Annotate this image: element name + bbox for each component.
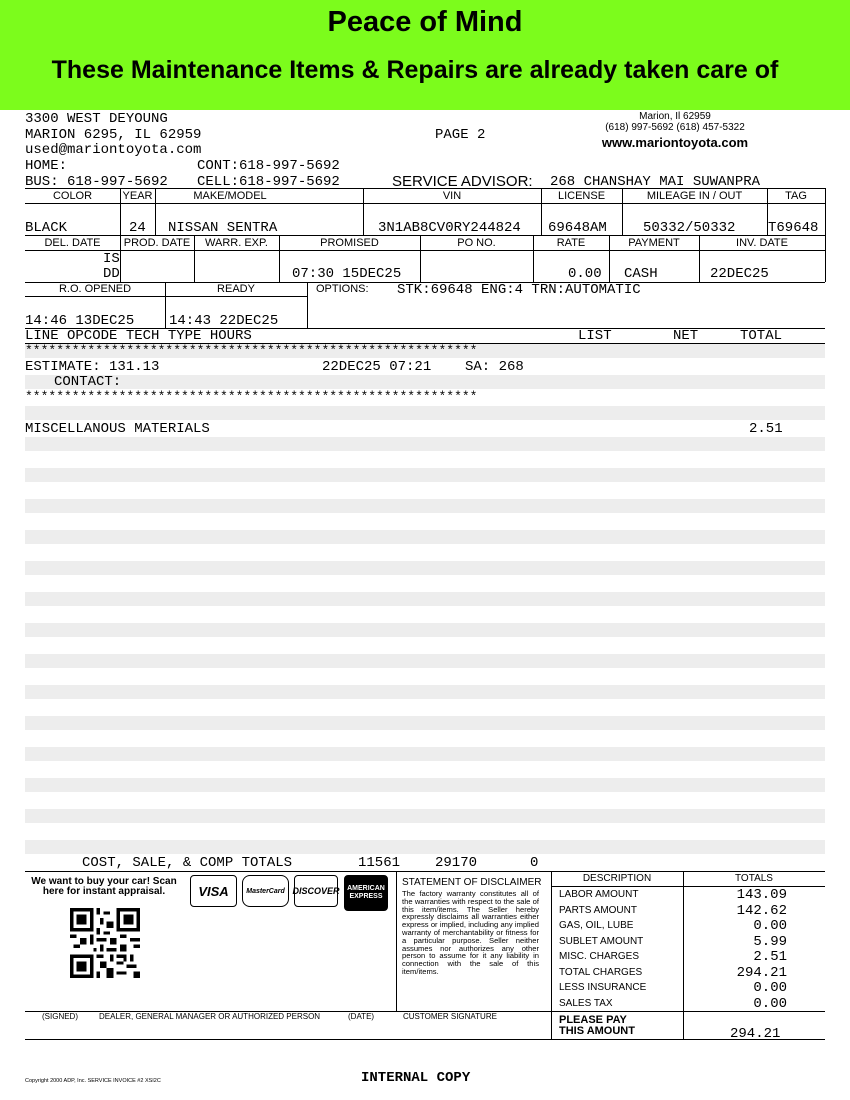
dealer-email: used@mariontoyota.com — [25, 142, 202, 158]
stripe-band — [25, 747, 825, 761]
del-date-line-1: IS — [103, 251, 120, 267]
dealer-city-right: Marion, Il 62959 — [639, 111, 711, 122]
inv-date-header: INV. DATE — [736, 237, 788, 249]
total-header: TOTAL — [740, 328, 783, 344]
totals-row-label: TOTAL CHARGES — [559, 966, 643, 978]
totals-row-value: 142.62 — [736, 902, 787, 919]
totals-row-value: 143.09 — [736, 887, 787, 903]
vehicle-vin: 3N1AB8CV0RY244824 — [378, 220, 521, 236]
vehicle-tag: T69648 — [768, 220, 819, 236]
estimate-amount: ESTIMATE: 131.13 — [25, 359, 160, 375]
description-header: DESCRIPTION — [582, 873, 652, 884]
del-date-header: DEL. DATE — [44, 237, 101, 249]
promised-header: PROMISED — [320, 237, 379, 249]
signed-label: (SIGNED) — [42, 1012, 78, 1021]
license-header: LICENSE — [557, 190, 606, 202]
page-number: PAGE 2 — [435, 127, 486, 143]
po-no-header: PO NO. — [457, 237, 496, 249]
totals-row — [553, 919, 825, 934]
disclaimer-title: STATEMENT OF DISCLAIMER — [402, 877, 542, 888]
dealer-address-2: MARION 6295, IL 62959 — [25, 127, 202, 143]
ro-opened-header: R.O. OPENED — [58, 283, 132, 295]
totals-row-label: SUBLET AMOUNT — [559, 935, 644, 947]
stripe-band — [25, 716, 825, 730]
visa-icon: VISA — [190, 875, 237, 907]
totals-row-value: 0.00 — [753, 980, 787, 996]
stripe-band — [25, 685, 825, 699]
stripe-band — [25, 592, 825, 606]
banner-title: Peace of Mind — [327, 6, 523, 38]
totals-row-value: 0.00 — [753, 918, 787, 934]
promo-line-2: here for instant appraisal. — [42, 886, 166, 897]
ready-value: 14:43 22DEC25 — [169, 313, 279, 329]
banner-subtitle: These Maintenance Items & Repairs are already taken care of — [51, 56, 779, 84]
disclaimer-text: The factory warranty constitutes all of the warranties with respect to the sale of this item/items. The Seller hereby expressly disclaims all warranties either express or implied, including any implied warranty of merchantability or fitness for a particular purpose. Seller neither assumes nor authorizes any other person to assume for it any liability in connection with the sale of this item/items. — [402, 889, 539, 976]
make-model-header: MAKE/MODEL — [193, 190, 267, 202]
customer-signature-label: CUSTOMER SIGNATURE — [403, 1012, 497, 1021]
totals-row-value: 294.21 — [736, 964, 787, 981]
misc-materials-value: 2.51 — [749, 421, 783, 437]
vehicle-model: NISSAN SENTRA — [168, 220, 278, 236]
cell-phone: CELL:618-997-5692 — [197, 174, 340, 190]
del-date-line-2: DD — [103, 266, 120, 282]
stripe-band — [25, 654, 825, 668]
estimate-date: 22DEC25 07:21 — [322, 359, 432, 375]
vehicle-mileage: 50332/50332 — [643, 220, 736, 236]
totals-row-value: 0.00 — [753, 995, 787, 1012]
stripe-band — [25, 437, 825, 451]
totals-row-label: SALES TAX — [559, 997, 613, 1009]
totals-sale: 29170 — [435, 855, 478, 871]
dealer-website: www.mariontoyota.com — [601, 135, 749, 150]
estimate-sa: SA: 268 — [465, 359, 524, 375]
totals-row-label: GAS, OIL, LUBE — [559, 920, 634, 931]
separator-stars-1: ********************************************************** — [25, 343, 478, 358]
stripe-band — [25, 530, 825, 544]
net-header: NET — [673, 328, 699, 344]
list-header: LIST — [578, 328, 612, 344]
stripe-band — [25, 561, 825, 575]
stripe-band — [25, 468, 825, 482]
business-phone: BUS: 618-997-5692 — [25, 174, 168, 190]
totals-cost: 11561 — [358, 855, 401, 871]
service-advisor-value: 268 CHANSHAY MAI SUWANPRA — [550, 174, 761, 190]
warr-exp-header: WARR. EXP. — [205, 237, 268, 249]
payment-header: PAYMENT — [628, 237, 680, 249]
ready-header: READY — [217, 283, 255, 295]
vehicle-color: BLACK — [25, 220, 68, 236]
vehicle-license: 69648AM — [548, 220, 607, 236]
qr-code-icon[interactable] — [70, 908, 140, 978]
dealer-signature-label: DEALER, GENERAL MANAGER OR AUTHORIZED PERSON — [99, 1012, 321, 1021]
prod-date-header: PROD. DATE — [123, 237, 191, 249]
tag-header: TAG — [785, 190, 807, 202]
totals-row-label: PARTS AMOUNT — [559, 904, 637, 916]
copyright: Copyright 2000 ADP, Inc. SERVICE INVOICE #2 XSI2C — [25, 1078, 161, 1084]
please-pay-label-2: THIS AMOUNT — [559, 1025, 635, 1037]
internal-copy-label: INTERNAL COPY — [361, 1070, 471, 1086]
payment-value: CASH — [624, 266, 658, 282]
stripe-band — [25, 499, 825, 513]
color-header: COLOR — [52, 190, 93, 202]
vin-header: VIN — [442, 190, 462, 202]
totals-row — [553, 997, 825, 1012]
totals-row-value: 2.51 — [753, 949, 787, 965]
mastercard-icon: MasterCard — [242, 875, 289, 907]
totals-row — [553, 888, 825, 903]
peace-of-mind-banner — [0, 0, 850, 110]
totals-row-label: MISC. CHARGES — [559, 951, 640, 962]
stripe-band — [25, 375, 825, 389]
dealer-phones-right: (618) 997-5692 (618) 457-5322 — [605, 122, 745, 133]
please-pay-label-1: PLEASE PAY — [559, 1014, 627, 1026]
rate-header: RATE — [556, 237, 586, 249]
dealer-address-1: 3300 WEST DEYOUNG — [25, 111, 168, 127]
vehicle-year: 24 — [129, 220, 146, 236]
stripe-band — [25, 809, 825, 823]
misc-materials-label: MISCELLANOUS MATERIALS — [25, 421, 210, 437]
contact-label: CONTACT: — [54, 374, 122, 390]
mileage-header: MILEAGE IN / OUT — [646, 190, 743, 202]
home-phone-label: HOME: — [25, 158, 68, 174]
discover-icon: DISCOVER — [294, 875, 338, 907]
please-pay-amount: 294.21 — [730, 1026, 781, 1042]
stripe-band — [25, 623, 825, 637]
totals-row — [553, 904, 825, 919]
inv-date-value: 22DEC25 — [710, 266, 769, 282]
totals-row — [553, 950, 825, 965]
totals-row-label: LESS INSURANCE — [559, 982, 647, 993]
american-express-icon: AMERICAN EXPRESS — [344, 875, 388, 911]
ro-opened-value: 14:46 13DEC25 — [25, 313, 135, 329]
year-header: YEAR — [122, 190, 153, 202]
totals-row — [553, 981, 825, 996]
stripe-band — [25, 406, 825, 420]
totals-label: COST, SALE, & COMP TOTALS — [82, 855, 293, 871]
stripe-band — [25, 778, 825, 792]
options-value: STK:69648 ENG:4 TRN:AUTOMATIC — [397, 282, 641, 298]
totals-row-label: LABOR AMOUNT — [559, 889, 639, 900]
rate-value: 0.00 — [568, 266, 602, 282]
separator-stars-2: ********************************************************** — [25, 389, 478, 404]
totals-row — [553, 935, 825, 950]
contact-phone: CONT:618-997-5692 — [197, 158, 340, 174]
totals-header: TOTALS — [735, 873, 773, 884]
totals-row — [553, 966, 825, 981]
options-label: OPTIONS: — [316, 283, 369, 295]
service-advisor-label: SERVICE ADVISOR: — [392, 173, 533, 190]
stripe-band — [25, 840, 825, 854]
line-header: LINE OPCODE TECH TYPE HOURS — [25, 328, 252, 344]
date-label: (DATE) — [348, 1012, 375, 1021]
totals-row-value: 5.99 — [753, 933, 787, 950]
totals-comp: 0 — [530, 855, 539, 871]
promo-line-1: We want to buy your car! Scan — [31, 876, 177, 887]
promised-value: 07:30 15DEC25 — [292, 266, 402, 282]
